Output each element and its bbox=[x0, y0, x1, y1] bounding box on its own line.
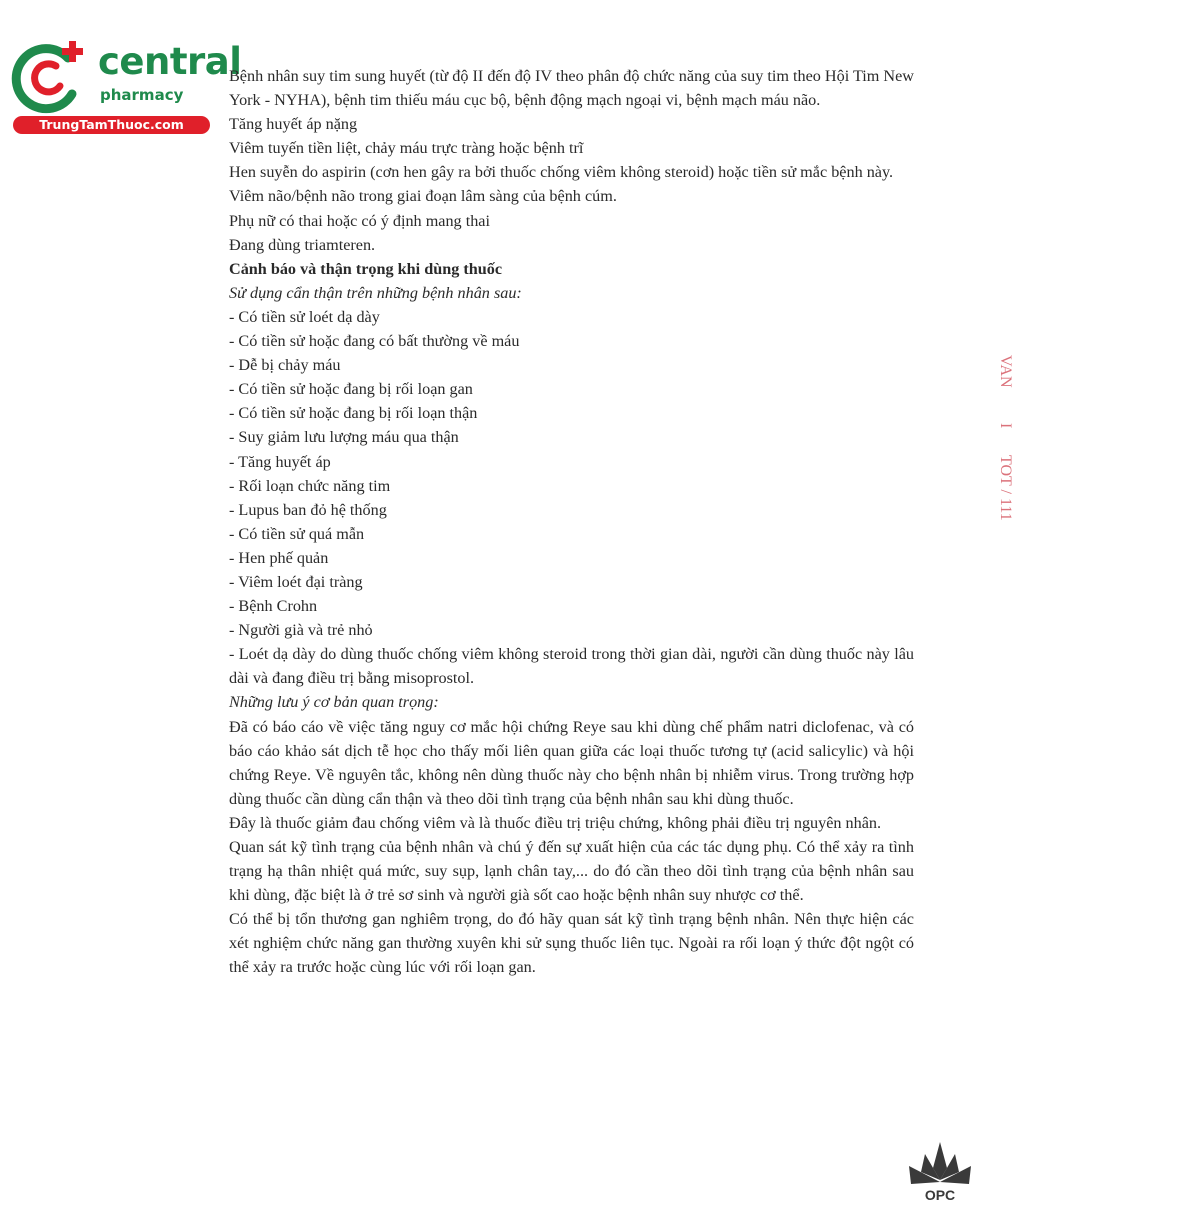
caution-list-item: - Có tiền sử hoặc đang có bất thường về máu bbox=[229, 332, 520, 351]
stamp-text: I bbox=[997, 423, 1014, 429]
contraindication-text: Bệnh nhân suy tim sung huyết (từ độ II đến độ IV theo phân độ chức năng của suy tim theo Hội Tim New York - NYHA), bệnh tim thiếu máu cục bộ, bệnh động mạch ngoại vi, bệnh mạch máu não. bbox=[229, 67, 914, 110]
caution-list-item: - Có tiền sử hoặc đang bị rối loạn gan bbox=[229, 380, 473, 399]
caution-list-item: - Hen phế quản bbox=[229, 548, 329, 567]
margin-stamp bbox=[997, 355, 1028, 521]
lotus-logo-icon bbox=[895, 1138, 985, 1200]
caution-list-item: - Có tiền sử quá mẫn bbox=[229, 524, 365, 543]
note-paragraph: Quan sát kỹ tình trạng của bệnh nhân và chú ý đến sự xuất hiện của các tác dụng phụ. Có thể xảy ra tình trạng hạ thân nhiệt quá mức, suy sụp, lạnh chân tay,... do đó cần theo dõi tình trạng của bệnh nhân sau khi dùng, đặc biệt là ở trẻ sơ sinh và người già sốt cao hoặc bệnh nhân suy nhược cơ thể. bbox=[229, 838, 914, 905]
brand-name: central bbox=[98, 40, 242, 83]
caution-list-item: - Dễ bị chảy máu bbox=[229, 356, 341, 375]
central-pharmacy-logo[interactable] bbox=[10, 36, 242, 136]
stamp-text: TOT / 111 bbox=[997, 455, 1014, 521]
brand-url-badge[interactable]: TrungTamThuoc.com bbox=[13, 116, 210, 134]
caution-list-item: - Có tiền sử loét dạ dày bbox=[229, 307, 380, 326]
contraindication-text: Tăng huyết áp nặng bbox=[229, 115, 358, 134]
section-heading-warnings: Cảnh báo và thận trọng khi dùng thuốc bbox=[229, 259, 503, 278]
contraindication-text: Đang dùng triamteren. bbox=[229, 235, 376, 254]
manufacturer-logo bbox=[895, 1138, 985, 1200]
stamp-text: VAN bbox=[997, 355, 1014, 388]
manufacturer-logo-text: OPC bbox=[924, 1187, 956, 1200]
brand-subtitle: pharmacy bbox=[100, 86, 184, 104]
pharmacy-cross-logo-icon bbox=[10, 36, 90, 116]
caution-list-item: - Bệnh Crohn bbox=[229, 597, 318, 616]
note-paragraph: Đây là thuốc giảm đau chống viêm và là thuốc điều trị triệu chứng, không phải điều trị nguyên nhân. bbox=[229, 813, 882, 832]
caution-list-item: - Tăng huyết áp bbox=[229, 452, 331, 471]
caution-list-item: - Suy giảm lưu lượng máu qua thận bbox=[229, 428, 459, 447]
contraindication-text: Viêm não/bệnh não trong giai đoạn lâm sàng của bệnh cúm. bbox=[229, 187, 617, 206]
contraindication-text: Viêm tuyến tiền liệt, chảy máu trực tràng hoặc bệnh trĩ bbox=[229, 139, 584, 158]
caution-intro: Sử dụng cẩn thận trên những bệnh nhân sau: bbox=[229, 283, 522, 302]
note-paragraph: Đã có báo cáo về việc tăng nguy cơ mắc hội chứng Reye sau khi dùng chế phẩm natri diclofenac, và có báo cáo khảo sát dịch tễ học cho thấy mối liên quan giữa các loại thuốc tương tự (acid salicylic) và hội chứng Reye. Về nguyên tắc, không nên dùng thuốc này cho bệnh nhân bị nhiễm virus. Trong trường hợp dùng thuốc cần dùng cẩn thận và theo dõi tình trạng của bệnh nhân sau khi dùng thuốc. bbox=[229, 717, 914, 808]
caution-list-item: - Có tiền sử hoặc đang bị rối loạn thận bbox=[229, 404, 478, 423]
caution-list-item: - Rối loạn chức năng tim bbox=[229, 476, 391, 495]
caution-list-item: - Loét dạ dày do dùng thuốc chống viêm không steroid trong thời gian dài, người cần dùng thuốc này lâu dài và đang điều trị bằng misoprostol. bbox=[229, 645, 914, 688]
caution-list-item: - Viêm loét đại tràng bbox=[229, 572, 363, 591]
note-paragraph: Có thể bị tổn thương gan nghiêm trọng, do đó hãy quan sát kỹ tình trạng bệnh nhân. Nên thực hiện các xét nghiệm chức năng gan thường xuyên khi sử sụng thuốc liên tục. Ngoài ra rối loạn ý thức đột ngột có thể xảy ra trước hoặc cùng lúc với rối loạn gan. bbox=[229, 910, 914, 977]
document-body bbox=[229, 64, 914, 980]
section-heading-notes: Những lưu ý cơ bản quan trọng: bbox=[229, 693, 439, 712]
caution-list-item: - Lupus ban đỏ hệ thống bbox=[229, 500, 387, 519]
contraindication-text: Phụ nữ có thai hoặc có ý định mang thai bbox=[229, 211, 490, 230]
caution-list-item: - Người già và trẻ nhỏ bbox=[229, 621, 373, 640]
contraindication-text: Hen suyễn do aspirin (cơn hen gây ra bởi thuốc chống viêm không steroid) hoặc tiền sử mắc bệnh này. bbox=[229, 163, 894, 182]
